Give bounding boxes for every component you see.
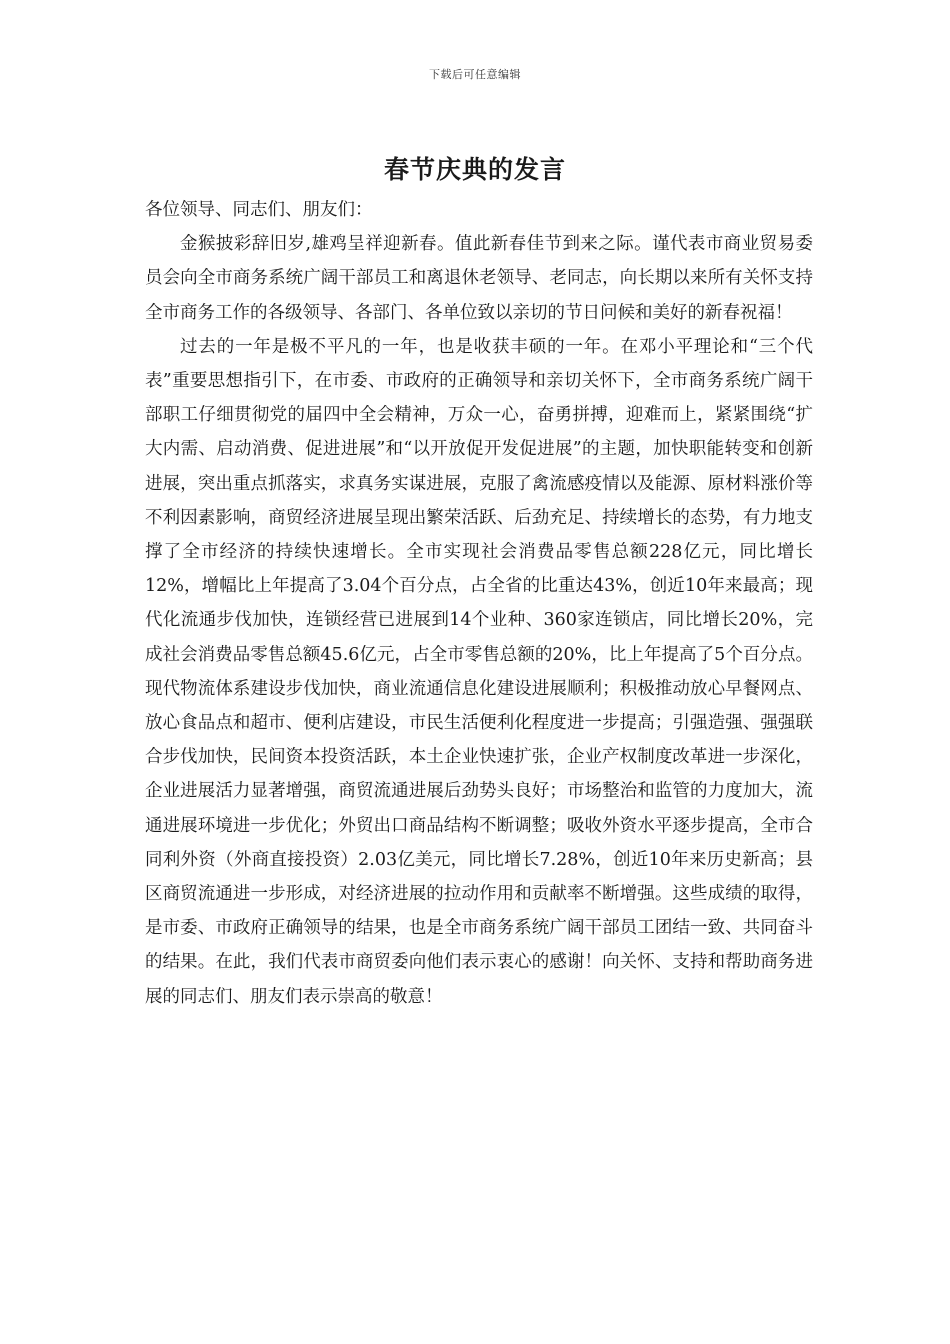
paragraph-review: 过去的一年是极不平凡的一年，也是收获丰硕的一年。在邓小平理论和“三个代表”重要思想指引下，在市委、市政府的正确领导和亲切关怀下，全市商务系统广阔干部职工仔细贯彻党的届四中全会精神，万众一心，奋勇拼搏，迎难而上，紧紧围绕“扩大内需、启动消费、促进进展”和“以开放促开发促进展”的主题，加快职能转变和创新进展，突出重点抓落实，求真务实谋进展，克服了禽流感疫情以及能源、原材料涨价等不利因素影响，商贸经济进展呈现出繁荣活跃、后劲充足、持续增长的态势，有力地支撑了全市经济的持续快速增长。全市实现社会消费品零售总额228亿元，同比增长12%，增幅比上年提高了3.04个百分点，占全省的比重达43%，创近10年来最高；现代化流通步伐加快，连锁经营已进展到14个业种、360家连锁店，同比增长20%，完成社会消费品零售总额45.6亿元，占全市零售总额的20%，比上年提高了5个百分点。现代物流体系建设步伐加快，商业流通信息化建设进展顺利；积极推动放心早餐网点、放心食品点和超市、便利店建设，市民生活便利化程度进一步提高；引强造强、强强联合步伐加快，民间资本投资活跃，本土企业快速扩张，企业产权制度改革进一步深化，企业进展活力显著增强，商贸流通进展后劲势头良好；市场整治和监管的力度加大，流通进展环境进一步优化；外贸出口商品结构不断调整；吸收外资水平逐步提高，全市合同利外资（外商直接投资）2.03亿美元，同比增长7.28%，创近10年来历史新高；县区商贸流通进一步形成，对经济进展的拉动作用和贡献率不断增强。这些成绩的取得，是市委、市政府正确领导的结果，也是全市商务系统广阔干部员工团结一致、共同奋斗的结果。在此，我们代表市商贸委向他们表示衷心的感谢！向关怀、支持和帮助商务进展的同志们、朋友们表示崇高的敬意！ — [145, 336, 813, 1007]
document-title: 春节庆典的发言 — [383, 155, 566, 184]
header-note: 下载后可任意编辑 — [429, 68, 521, 81]
document-body — [145, 193, 813, 1014]
paragraph-greeting: 金猴披彩辞旧岁,雄鸡呈祥迎新春。值此新春佳节到来之际。谨代表市商业贸易委员会向全市商务系统广阔干部员工和离退休老领导、老同志，向长期以来所有关怀支持全市商务工作的各级领导、各部门、各单位致以亲切的节日问候和美好的新春祝福！ — [145, 234, 813, 323]
salutation: 各位领导、同志们、朋友们： — [145, 200, 373, 220]
